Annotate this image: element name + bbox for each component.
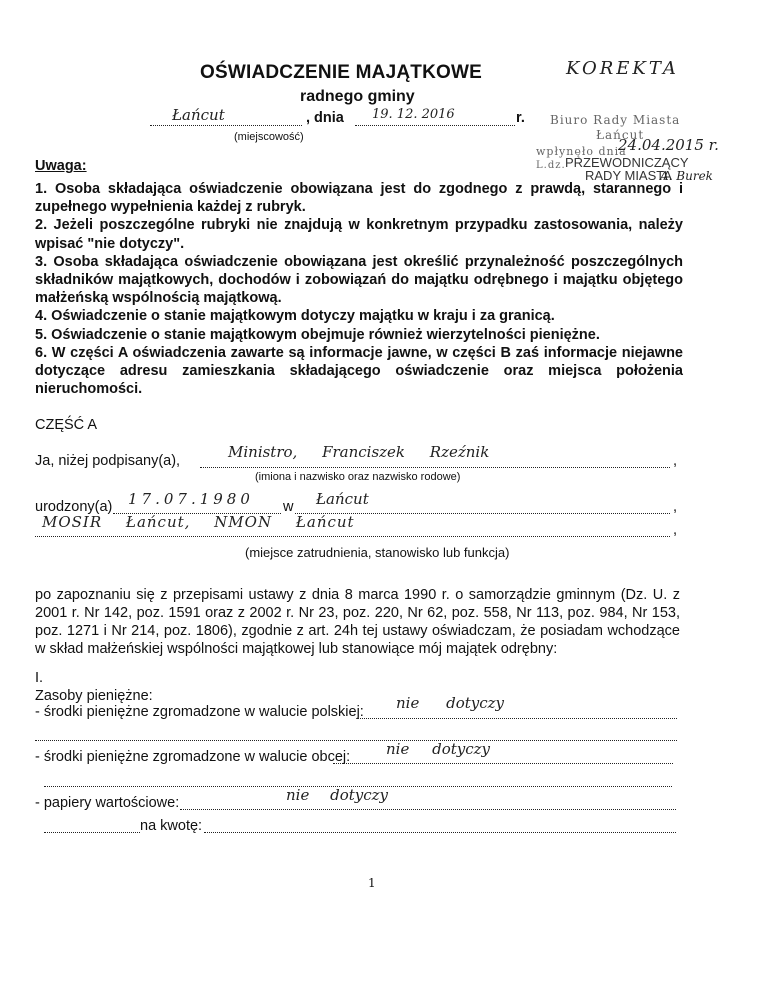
amount-prefix-dotline [44,832,140,833]
stamp-chair-title: PRZEWODNICZĄCY [565,155,689,170]
securities-dotline [180,809,676,810]
section-1-title: Zasoby pieniężne: [35,688,153,704]
signer-caption: (imiona i nazwisko oraz nazwisko rodowe) [255,471,461,483]
corner-handwritten-note: KOREKTA [566,58,679,79]
date-dotline [355,125,515,126]
born-label: urodzony(a) [35,499,113,515]
stamp-received-label: wpłynęło dnia [536,145,627,158]
born-in-label: w [283,499,294,515]
signer-handwritten: Ministro, Franciszek Rzeźnik [228,443,490,461]
page-number: 1 [368,876,376,890]
pln-label: - środki pieniężne zgromadzone w walucie polskiej: [35,704,364,720]
stamp-signature: A. Burek [660,169,713,183]
note-item-6: 6. W części A oświadczenia zawarte są informacje jawne, w części B zaś informacje niejawne dotyczące adresu zamieszkania składającego oświadczenie oraz miejsca położenia nieruchomości. [35,344,683,398]
foreign-label: - środki pieniężne zgromadzone w walucie obcej: [35,749,351,765]
note-item-5: 5. Oświadczenie o stanie majątkowym obejmuje również wierzytelności pieniężne. [35,326,600,343]
amount-label: na kwotę: [140,818,203,834]
stamp-received-date: 24.04.2015 r. [618,136,719,154]
note-item-4: 4. Oświadczenie o stanie majątkowym dotyczy majątku w kraju i za granicą. [35,308,555,325]
stamp-chair-council: RADY MIASTA [585,168,672,183]
notes-list [35,180,683,398]
pln-extra-dotline [35,740,677,741]
employment-caption: (miejsce zatrudnienia, stanowisko lub funkcja) [245,545,510,560]
date-suffix: r. [516,110,525,126]
place-caption: (miejscowość) [234,131,304,143]
born-date-handwritten: 17.07.1980 [128,490,254,508]
foreign-value-handwritten: nie dotyczy [386,740,491,758]
document-title: OŚWIADCZENIE MAJĄTKOWE [200,62,483,83]
stamp-town: Łańcut [596,128,645,142]
securities-label: - papiery wartościowe: [35,795,180,811]
date-label: , dnia [306,110,344,126]
signer-dotline [200,467,670,468]
part-a-heading: CZĘŚĆ A [35,417,98,433]
statement-paragraph: po zapoznaniu się z przepisami ustawy z dnia 8 marca 1990 r. o samorządzie gminnym (Dz. U. z 2001 r. Nr 142, poz. 1591 oraz z 2002 r. Nr 23, poz. 220, Nr 62, poz. 558, Nr 113, poz. 984, Nr 153, poz. 1271 i Nr 214, poz. 1806), zgodnie z art. 24h tej ustawy oświadczam, że posiadam wchodzące w skład małżeńskiej wspólności majątkowej lub stanowiące mój majątek odrębny: [35,587,680,657]
employment-handwritten: MOSIR Łańcut, NMON Łańcut [42,513,355,531]
employment-dotline [35,536,670,537]
notes-heading: Uwaga: [35,158,87,174]
pln-dotline [357,718,677,719]
place-dotline [150,125,302,126]
date-handwritten: 19. 12. 2016 [372,107,455,122]
amount-dotline [204,832,676,833]
signer-comma: , [673,453,678,469]
stamp-office-name: Biuro Rady Miasta [550,113,681,127]
employment-comma: , [673,522,678,538]
note-item-2: 2. Jeżeli poszczególne rubryki nie znajdują w konkretnym przypadku zastosowania, należy wpisać "nie dotyczy". [35,217,683,252]
place-handwritten: Łańcut [172,106,225,124]
securities-value-handwritten: nie dotyczy [286,786,389,804]
stamp-ldz: L.dz. [536,160,566,171]
foreign-dotline [333,763,673,764]
signer-label: Ja, niżej podpisany(a), [35,453,181,469]
born-place-handwritten: Łańcut [316,490,369,508]
section-1-number: I. [35,670,44,686]
pln-value-handwritten: nie dotyczy [396,694,505,712]
born-comma: , [673,499,678,515]
document-subtitle: radnego gminy [300,88,415,105]
note-item-1: 1. Osoba składająca oświadczenie obowiązana jest do zgodnego z prawdą, starannego i zupełnego wypełnienia każdej z rubryk. [35,181,683,216]
note-item-3: 3. Osoba składająca oświadczenie obowiązana jest określić przynależność poszczególnych składników majątkowych, dochodów i zobowiązań do majątku odrębnego i majątku objętego małżeńską wspólnością majątkową. [35,253,683,307]
